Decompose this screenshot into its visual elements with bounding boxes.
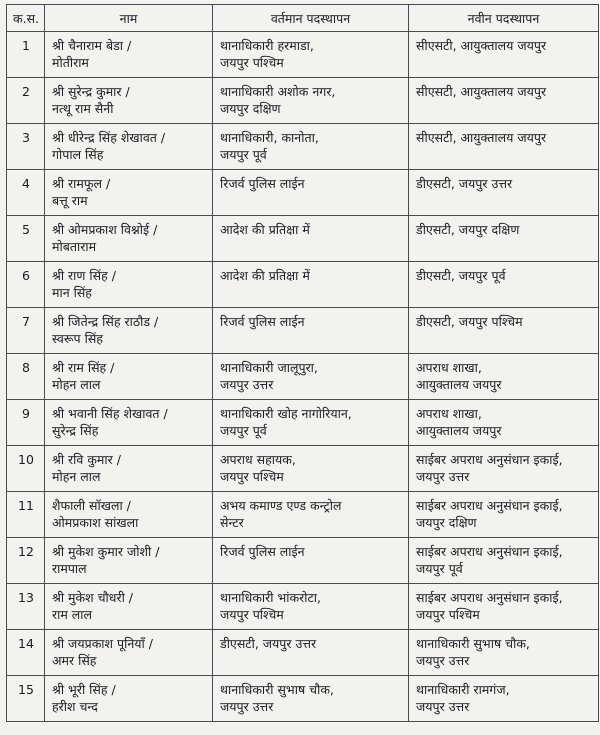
cell-current-posting: थानाधिकारी अशोक नगर, जयपुर दक्षिण [213,78,409,124]
cell-new-posting: अपराध शाखा, आयुक्तालय जयपुर [409,354,599,400]
table-row [7,354,599,400]
cell-new-posting: सीएसटी, आयुक्तालय जयपुर [409,32,599,78]
cell-current-posting: अभय कमाण्ड एण्ड कन्ट्रोल सेन्टर [213,492,409,538]
cell-serial-number: 9 [7,400,45,446]
cell-serial-number: 11 [7,492,45,538]
header-current-posting: वर्तमान पदस्थापन [213,5,409,32]
cell-serial-number: 12 [7,538,45,584]
table-row [7,124,599,170]
cell-name: श्री जयप्रकाश पूनियाँ / अमर सिंह [45,630,213,676]
cell-new-posting: डीएसटी, जयपुर पूर्व [409,262,599,308]
cell-name: श्री ओमप्रकाश विश्नोई / मोबताराम [45,216,213,262]
table-header-row [7,5,599,32]
cell-new-posting: डीएसटी, जयपुर पश्चिम [409,308,599,354]
cell-current-posting: डीएसटी, जयपुर उत्तर [213,630,409,676]
cell-serial-number: 2 [7,78,45,124]
table-row [7,538,599,584]
cell-current-posting: थानाधिकारी खोह नागोरियान, जयपुर पूर्व [213,400,409,446]
cell-new-posting: थानाधिकारी सुभाष चौक, जयपुर उत्तर [409,630,599,676]
table-row [7,78,599,124]
cell-serial-number: 14 [7,630,45,676]
cell-new-posting: अपराध शाखा, आयुक्तालय जयपुर [409,400,599,446]
cell-current-posting: थानाधिकारी सुभाष चौक, जयपुर उत्तर [213,676,409,722]
cell-current-posting: थानाधिकारी हरमाडा, जयपुर पश्चिम [213,32,409,78]
cell-serial-number: 10 [7,446,45,492]
cell-current-posting: रिजर्व पुलिस लाईन [213,308,409,354]
cell-current-posting: रिजर्व पुलिस लाईन [213,170,409,216]
cell-new-posting: थानाधिकारी रामगंज, जयपुर उत्तर [409,676,599,722]
cell-name: श्री भवानी सिंह शेखावत / सुरेन्द्र सिंह [45,400,213,446]
table-row [7,584,599,630]
cell-current-posting: अपराध सहायक, जयपुर पश्चिम [213,446,409,492]
transfer-table [6,4,599,722]
cell-current-posting: थानाधिकारी भांकरोटा, जयपुर पश्चिम [213,584,409,630]
cell-new-posting: साईबर अपराध अनुसंधान इकाई, जयपुर उत्तर [409,446,599,492]
cell-new-posting: सीएसटी, आयुक्तालय जयपुर [409,78,599,124]
cell-new-posting: सीएसटी, आयुक्तालय जयपुर [409,124,599,170]
cell-serial-number: 3 [7,124,45,170]
cell-new-posting: साईबर अपराध अनुसंधान इकाई, जयपुर पूर्व [409,538,599,584]
table-row [7,170,599,216]
cell-name: श्री सुरेन्द्र कुमार / नत्थू राम सैनी [45,78,213,124]
cell-current-posting: आदेश की प्रतिक्षा में [213,262,409,308]
table-row [7,216,599,262]
header-name: नाम [45,5,213,32]
table-row [7,400,599,446]
cell-current-posting: रिजर्व पुलिस लाईन [213,538,409,584]
cell-serial-number: 4 [7,170,45,216]
table-row [7,308,599,354]
cell-serial-number: 8 [7,354,45,400]
cell-serial-number: 15 [7,676,45,722]
table-row [7,676,599,722]
table-row [7,262,599,308]
cell-name: श्री मुकेश चौधरी / राम लाल [45,584,213,630]
cell-serial-number: 13 [7,584,45,630]
cell-name: श्री राम सिंह / मोहन लाल [45,354,213,400]
cell-new-posting: डीएसटी, जयपुर दक्षिण [409,216,599,262]
cell-name: शैफाली सॉखला / ओमप्रकाश सांखला [45,492,213,538]
table-row [7,630,599,676]
cell-current-posting: आदेश की प्रतिक्षा में [213,216,409,262]
header-new-posting: नवीन पदस्थापन [409,5,599,32]
cell-new-posting: साईबर अपराध अनुसंधान इकाई, जयपुर दक्षिण [409,492,599,538]
cell-name: श्री धीरेन्द्र सिंह शेखावत / गोपाल सिंह [45,124,213,170]
header-serial-number: क.स. [7,5,45,32]
table-row [7,446,599,492]
cell-current-posting: थानाधिकारी जालूपुरा, जयपुर उत्तर [213,354,409,400]
cell-new-posting: साईबर अपराध अनुसंधान इकाई, जयपुर पश्चिम [409,584,599,630]
table-row [7,492,599,538]
cell-name: श्री भूरी सिंह / हरीश चन्द [45,676,213,722]
cell-name: श्री रामफूल / बत्तू राम [45,170,213,216]
cell-name: श्री मुकेश कुमार जोशी / रामपाल [45,538,213,584]
cell-name: श्री जितेन्द्र सिंह राठौड / स्वरूप सिंह [45,308,213,354]
cell-current-posting: थानाधिकारी, कानोता, जयपुर पूर्व [213,124,409,170]
cell-name: श्री रवि कुमार / मोहन लाल [45,446,213,492]
cell-new-posting: डीएसटी, जयपुर उत्तर [409,170,599,216]
cell-name: श्री राण सिंह / मान सिंह [45,262,213,308]
cell-serial-number: 1 [7,32,45,78]
cell-serial-number: 7 [7,308,45,354]
table-row [7,32,599,78]
table-body [7,32,599,722]
cell-serial-number: 5 [7,216,45,262]
cell-name: श्री चैनाराम बेडा / मोतीराम [45,32,213,78]
cell-serial-number: 6 [7,262,45,308]
